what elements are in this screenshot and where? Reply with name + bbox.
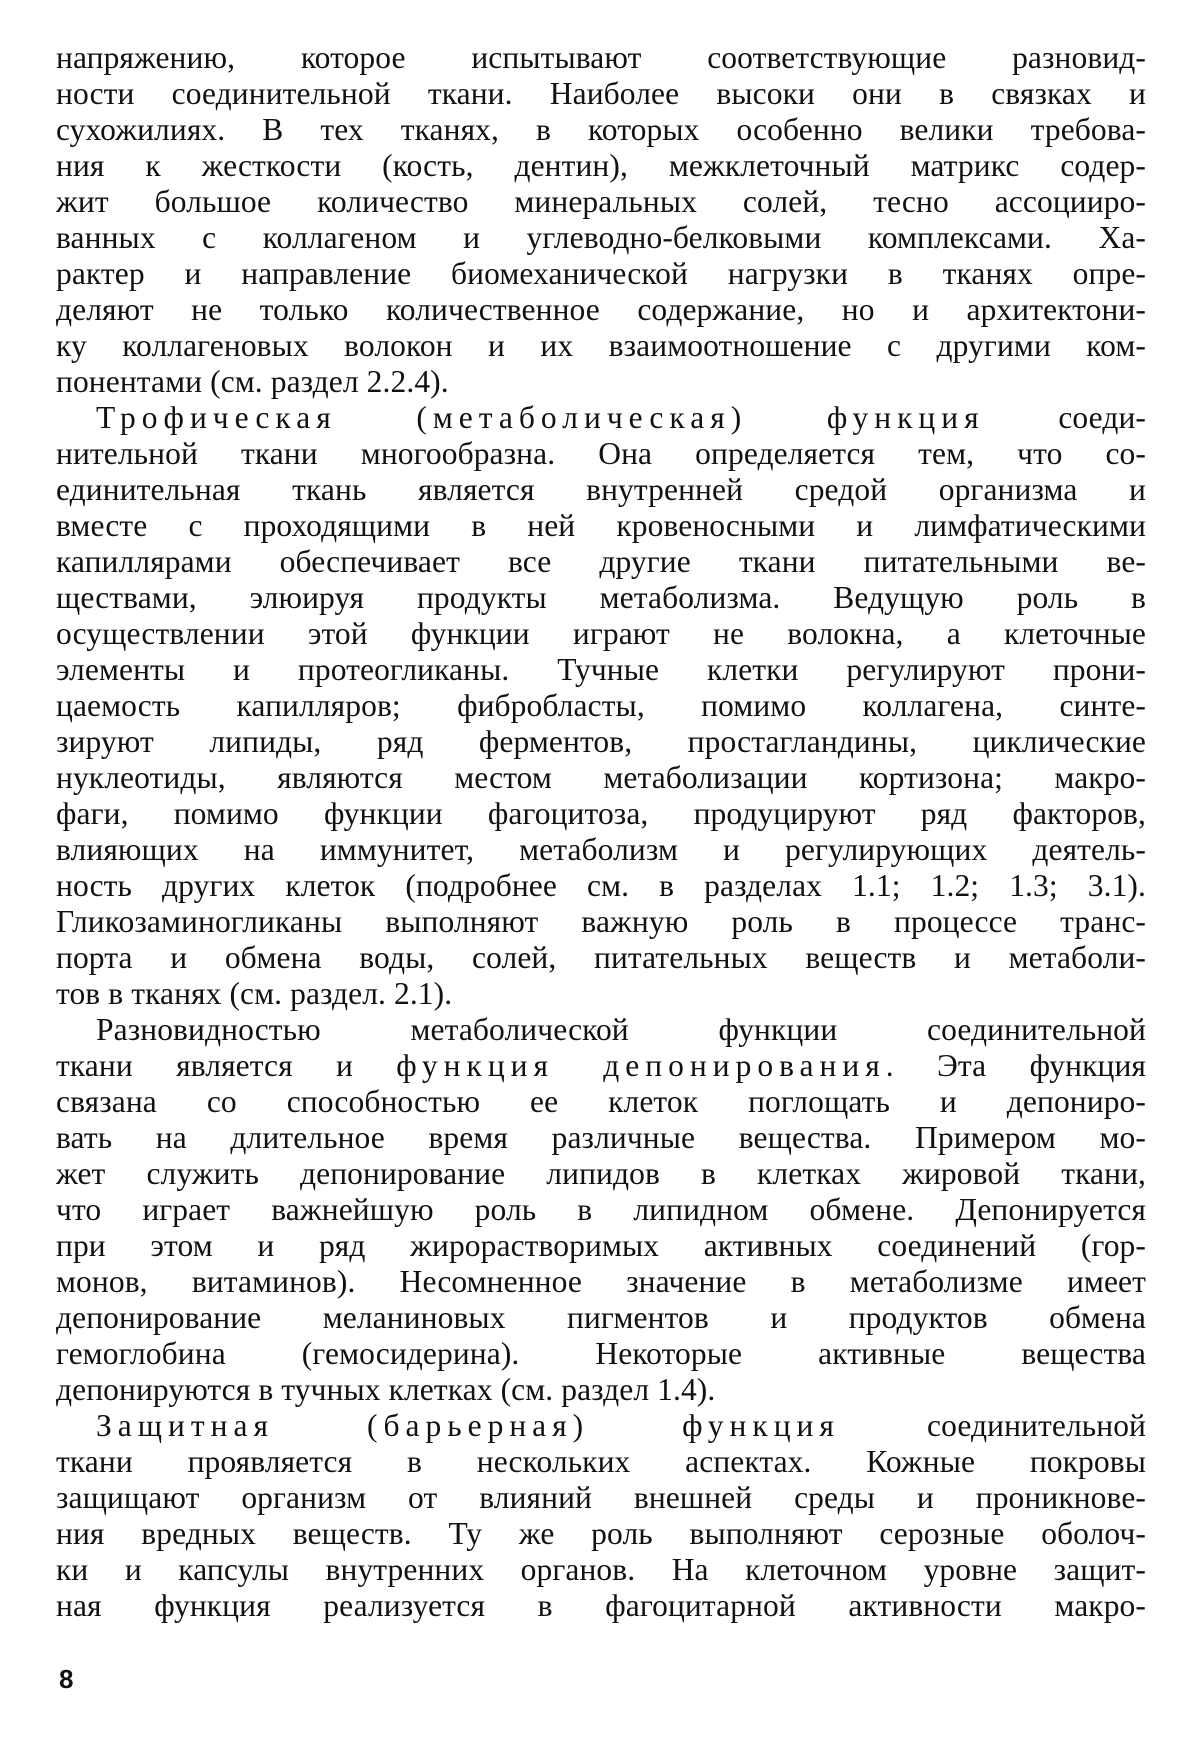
- text-fragment: ткани является и: [56, 1048, 397, 1083]
- text-line: осуществлении этой функции играют не волокна, а клеточные: [56, 616, 1146, 651]
- text-line: элементы и протеогликаны. Тучные клетки регулируют прони-: [56, 652, 1146, 687]
- text-line: ности соединительной ткани. Наиболее высоки они в связках и: [56, 76, 1146, 111]
- text-line: вместе с проходящими в ней кровеносными и лимфатическими: [56, 508, 1146, 543]
- page-number: 8: [59, 1664, 74, 1694]
- text-line: жет служить депонирование липидов в клетках жировой ткани,: [56, 1156, 1146, 1191]
- text-line: влияющих на иммунитет, метаболизм и регулирующих деятель-: [56, 832, 1146, 867]
- text-line: ку коллагеновых волокон и их взаимоотношение с другими ком-: [56, 328, 1146, 363]
- text-line: вать на длительное время различные вещества. Примером мо-: [56, 1120, 1146, 1155]
- text-line: жит большое количество минеральных солей, тесно ассоцииро-: [56, 184, 1146, 219]
- text-line: единительная ткань является внутренней средой организма и: [56, 472, 1146, 507]
- text-line: ния вредных веществ. Ту же роль выполняют серозные оболоч-: [56, 1516, 1146, 1551]
- text-line: ки и капсулы внутренних органов. На клеточном уровне защит-: [56, 1552, 1146, 1587]
- text-line: депонирование меланиновых пигментов и продуктов обмена: [56, 1300, 1146, 1335]
- text-line: ния к жесткости (кость, дентин), межклеточный матрикс содер-: [56, 148, 1146, 183]
- text-line: напряжению, которое испытывают соответствующие разновид-: [56, 40, 1146, 75]
- text-line: деляют не только количественное содержание, но и архитектони-: [56, 292, 1146, 327]
- text-line: связана со способностью ее клеток поглощать и депониро-: [56, 1084, 1146, 1119]
- text-line: фаги, помимо функции фагоцитоза, продуцируют ряд факторов,: [56, 796, 1146, 831]
- text-line: понентами (см. раздел 2.2.4).: [56, 364, 449, 399]
- text-line: нительной ткани многообразна. Она определяется тем, что со-: [56, 436, 1146, 471]
- text-line: ная функция реализуется в фагоцитарной активности макро-: [56, 1588, 1146, 1623]
- text-fragment: соединительной: [839, 1408, 1146, 1443]
- text-line: капиллярами обеспечивает все другие ткани питательными ве-: [56, 544, 1146, 579]
- paragraph-2: [56, 400, 1146, 1012]
- text-line: нуклеотиды, являются местом метаболизации кортизона; макро-: [56, 760, 1146, 795]
- text-line: что играет важнейшую роль в липидном обмене. Депонируется: [56, 1192, 1146, 1227]
- text-line: Гликозаминогликаны выполняют важную роль в процессе транс-: [56, 904, 1146, 939]
- text-line: Разновидностью метаболической функции соединительной: [96, 1012, 1146, 1047]
- spaced-term: Трофическая (метаболическая) функция: [96, 400, 985, 435]
- text-line: депонируются в тучных клетках (см. раздел 1.4).: [56, 1372, 716, 1407]
- text-line: тов в тканях (см. раздел. 2.1).: [56, 976, 453, 1011]
- text-line: [56, 1048, 1146, 1084]
- document-page: [56, 40, 1146, 1624]
- text-line: ществами, элюируя продукты метаболизма. Ведущую роль в: [56, 580, 1146, 615]
- text-line: гемоглобина (гемосидерина). Некоторые активные вещества: [56, 1336, 1146, 1371]
- text-line: ткани проявляется в нескольких аспектах. Кожные покровы: [56, 1444, 1146, 1479]
- text-line: [56, 1408, 1146, 1444]
- text-line: цаемость капилляров; фибробласты, помимо коллагена, синте-: [56, 688, 1146, 723]
- paragraph-1: [56, 40, 1146, 400]
- text-line: зируют липиды, ряд ферментов, простагландины, циклические: [56, 724, 1146, 759]
- text-fragment: соеди-: [984, 400, 1146, 435]
- text-line: [56, 400, 1146, 436]
- spaced-term: функция депонирования: [396, 1048, 886, 1083]
- text-line: ванных с коллагеном и углеводно-белковыми комплексами. Ха-: [56, 220, 1146, 255]
- text-line: ность других клеток (подробнее см. в разделах 1.1; 1.2; 1.3; 3.1).: [56, 868, 1146, 903]
- text-line: сухожилиях. В тех тканях, в которых особенно велики требова-: [56, 112, 1146, 147]
- text-line: рактер и направление биомеханической нагрузки в тканях опре-: [56, 256, 1146, 291]
- text-line: монов, витаминов). Несомненное значение в метаболизме имеет: [56, 1264, 1146, 1299]
- paragraph-4: [56, 1408, 1146, 1624]
- spaced-term: Защитная (барьерная) функция: [96, 1408, 840, 1443]
- text-line: защищают организм от влияний внешней среды и проникнове-: [56, 1480, 1146, 1515]
- paragraph-3: [56, 1012, 1146, 1408]
- text-line: порта и обмена воды, солей, питательных веществ и метаболи-: [56, 940, 1146, 975]
- text-fragment: . Эта функция: [885, 1048, 1147, 1083]
- text-line: при этом и ряд жирорастворимых активных соединений (гор-: [56, 1228, 1146, 1263]
